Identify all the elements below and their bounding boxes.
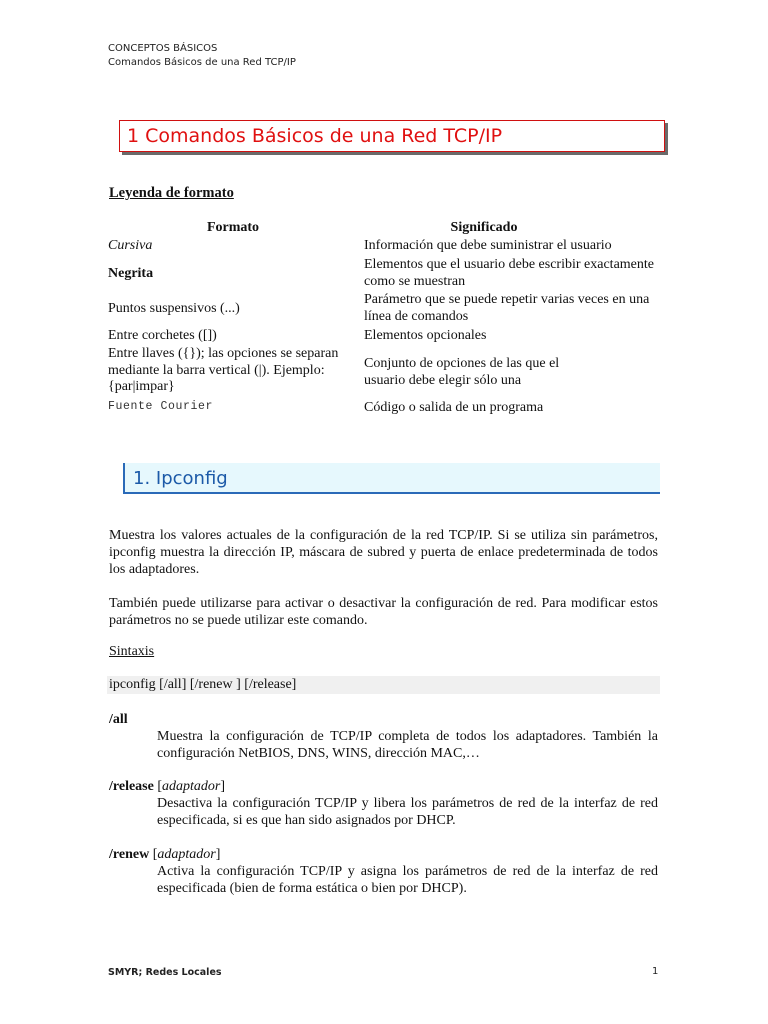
section-title: 1. Ipconfig (133, 468, 228, 489)
legend-format: Cursiva (108, 238, 153, 253)
running-header (108, 42, 296, 70)
option-description: Activa la configuración TCP/IP y asigna los parámetros de red de la interfaz de red especificada (bien de forma estática o bien por DHCP). (157, 864, 658, 896)
syntax-label: Sintaxis (109, 644, 155, 659)
header-subtitle: Comandos Básicos de una Red TCP/IP (108, 57, 296, 68)
legend-meaning: Elementos que el usuario debe escribir exactamente como se muestran (364, 257, 654, 289)
footer-course: SMYR; Redes Locales (108, 967, 222, 978)
option-name: /renew (109, 847, 150, 862)
legend-meaning: Código o salida de un programa (364, 400, 544, 415)
legend-meaning: Elementos opcionales (364, 328, 487, 343)
option-argument: adaptador (162, 779, 221, 794)
option-term (109, 711, 128, 728)
option-name: /release (109, 779, 154, 794)
usage-paragraph: También puede utilizarse para activar o desactivar la configuración de red. Para modificar estos parámetros no se puede utilizar este comando. (109, 596, 658, 628)
legend-meaning: Parámetro que se puede repetir varias veces en una línea de comandos (364, 292, 650, 324)
legend-meaning: Conjunto de opciones de las que el usuario debe elegir sólo una (364, 356, 560, 388)
option-term: /release [adaptador] (109, 779, 226, 794)
option-description: Muestra la configuración de TCP/IP completa de todos los adaptadores. También la configuración NetBIOS, DNS, WINS, dirección MAC,… (157, 729, 658, 761)
legend-format: Puntos suspensivos (...) (108, 301, 240, 316)
header-chapter: CONCEPTOS BÁSICOS (108, 43, 218, 54)
legend-heading: Leyenda de formato (109, 185, 234, 201)
chapter-title: 1 Comandos Básicos de una Red TCP/IP (127, 125, 503, 147)
page-number: 1 (652, 966, 659, 977)
section-title-box (123, 463, 660, 494)
option-name: /all (109, 712, 128, 727)
legend-format: Negrita (108, 266, 154, 281)
legend-format: Entre llaves ({}); las opciones se separan mediante la barra vertical (|). Ejemplo: {par|impar} (108, 346, 339, 394)
legend-meaning: Información que debe suministrar el usuario (364, 238, 612, 253)
intro-paragraph: Muestra los valores actuales de la configuración de la red TCP/IP. Si se utiliza sin parámetros, ipconfig muestra la dirección IP, máscara de subred y puerta de enlace predeterminada de todos los adaptadores. (109, 528, 658, 577)
legend-col-format: Formato (206, 220, 260, 235)
chapter-title-box (119, 120, 665, 152)
legend-format: Fuente Courier (108, 400, 214, 413)
legend-col-meaning: Significado (450, 220, 518, 235)
option-description: Desactiva la configuración TCP/IP y libera los parámetros de red de la interfaz de red especificada, si es que han sido asignados por DHCP. (157, 796, 658, 828)
legend-format: Entre corchetes ([]) (108, 328, 217, 343)
option-argument: adaptador (157, 847, 216, 862)
syntax-code: ipconfig [/all] [/renew ] [/release] (107, 676, 660, 694)
option-term: /renew [adaptador] (109, 847, 221, 862)
